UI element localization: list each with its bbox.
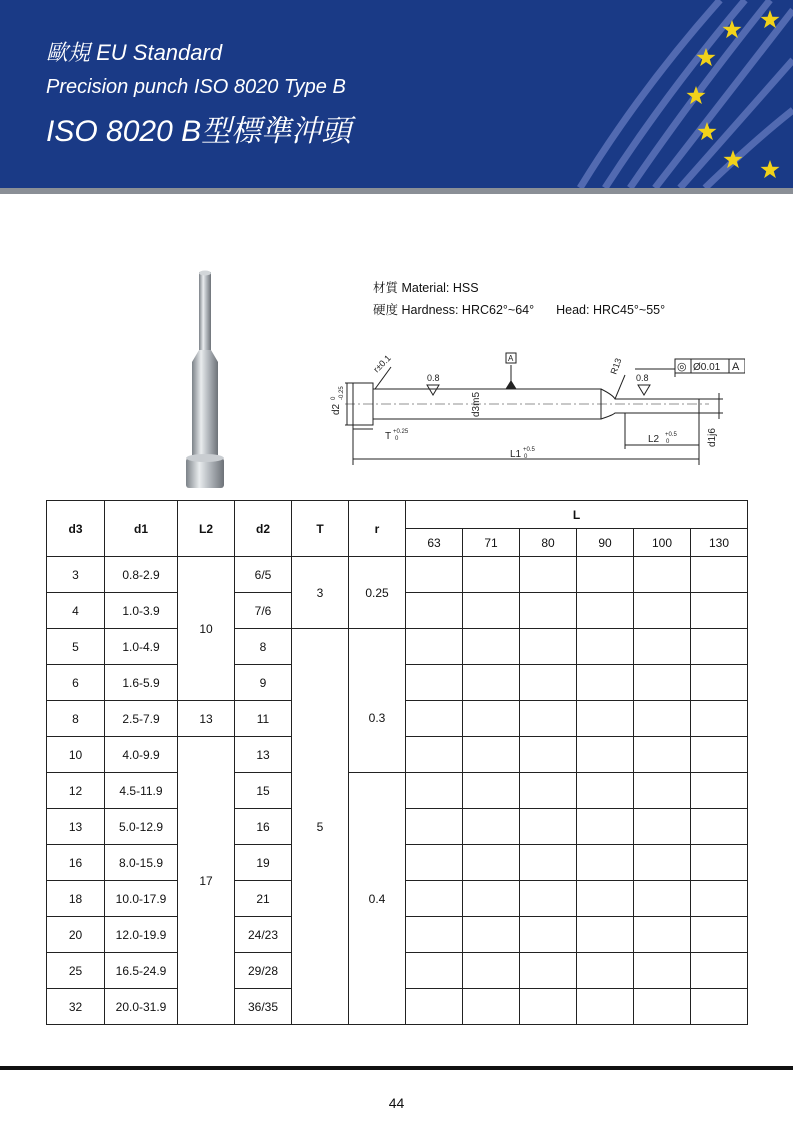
cell-l xyxy=(691,953,748,989)
l-col: 100 xyxy=(634,529,691,557)
head-hardness-text: Head: HRC45°~55° xyxy=(556,303,666,317)
cell-l xyxy=(634,953,691,989)
cell-l xyxy=(577,593,634,629)
cell-l xyxy=(463,845,520,881)
cell-l xyxy=(520,665,577,701)
cell-d2: 9 xyxy=(235,665,292,701)
cell-d2: 13 xyxy=(235,737,292,773)
material-text: 材質 Material: HSS xyxy=(373,281,479,295)
roughness-label-2: 0.8 xyxy=(636,373,649,383)
cell-r-group: 0.25 xyxy=(349,557,406,629)
header-line-1: 歐規 EU Standard xyxy=(46,40,223,65)
cell-l xyxy=(577,701,634,737)
cell-l xyxy=(634,845,691,881)
cell-l xyxy=(520,845,577,881)
table-row xyxy=(47,557,748,593)
l-col: 90 xyxy=(577,529,634,557)
cell-l xyxy=(520,989,577,1025)
page-number: 44 xyxy=(388,1095,405,1111)
cell-l xyxy=(691,737,748,773)
cell-d3: 5 xyxy=(47,629,105,665)
cell-l xyxy=(463,629,520,665)
cell-l xyxy=(634,629,691,665)
cell-d3: 16 xyxy=(47,845,105,881)
cell-l xyxy=(463,701,520,737)
cell-l xyxy=(520,557,577,593)
cell-l xyxy=(463,917,520,953)
cell-r-group: 0.4 xyxy=(349,773,406,1025)
cell-l xyxy=(520,701,577,737)
l-col: 71 xyxy=(463,529,520,557)
cell-l xyxy=(520,881,577,917)
cell-l xyxy=(634,557,691,593)
cell-d1: 1.6-5.9 xyxy=(105,665,178,701)
cell-d2: 21 xyxy=(235,881,292,917)
cell-l xyxy=(577,737,634,773)
cell-l xyxy=(520,773,577,809)
cell-l xyxy=(463,809,520,845)
cell-d2: 24/23 xyxy=(235,917,292,953)
d2-label: d2 xyxy=(331,403,342,415)
cell-d3: 12 xyxy=(47,773,105,809)
cell-l xyxy=(406,953,463,989)
cell-d3: 8 xyxy=(47,701,105,737)
cell-l xyxy=(691,665,748,701)
cell-l xyxy=(520,809,577,845)
cell-l xyxy=(691,593,748,629)
l-col: 80 xyxy=(520,529,577,557)
cell-l xyxy=(463,665,520,701)
cell-l xyxy=(691,701,748,737)
cell-l xyxy=(520,917,577,953)
header-l: L xyxy=(406,501,748,529)
cell-l xyxy=(463,557,520,593)
l2-tol-lower: 0 xyxy=(666,439,670,445)
header-d3: d3 xyxy=(47,501,105,557)
cell-l xyxy=(406,917,463,953)
cell-l xyxy=(577,917,634,953)
cell-l xyxy=(577,665,634,701)
cell-l xyxy=(406,629,463,665)
cell-d2: 16 xyxy=(235,809,292,845)
header-t: T xyxy=(292,501,349,557)
cell-l xyxy=(634,809,691,845)
punch-photo xyxy=(178,268,238,498)
star-icon xyxy=(761,160,780,178)
cell-d3: 6 xyxy=(47,665,105,701)
cell-l xyxy=(634,593,691,629)
cell-l xyxy=(634,989,691,1025)
cell-d1: 5.0-12.9 xyxy=(105,809,178,845)
cell-d3: 13 xyxy=(47,809,105,845)
cell-l xyxy=(691,629,748,665)
cell-l xyxy=(406,845,463,881)
l-col: 63 xyxy=(406,529,463,557)
cell-t-group: 3 xyxy=(292,557,349,629)
cell-d1: 10.0-17.9 xyxy=(105,881,178,917)
cell-l xyxy=(520,737,577,773)
cell-d2: 7/6 xyxy=(235,593,292,629)
cell-t-group: 5 xyxy=(292,629,349,1025)
cell-l xyxy=(406,773,463,809)
t-tol-upper: +0.25 xyxy=(393,429,409,435)
cell-d3: 32 xyxy=(47,989,105,1025)
cell-l xyxy=(520,953,577,989)
cell-d1: 4.5-11.9 xyxy=(105,773,178,809)
cell-l xyxy=(406,809,463,845)
l2-tol-upper: +0.5 xyxy=(665,432,677,438)
cell-d1: 12.0-19.9 xyxy=(105,917,178,953)
hardness-text: 硬度 Hardness: HRC62°~64° xyxy=(373,303,535,317)
cell-l xyxy=(406,701,463,737)
cell-d1: 20.0-31.9 xyxy=(105,989,178,1025)
d2-tol-upper: 0 xyxy=(331,396,337,400)
cell-d2: 8 xyxy=(235,629,292,665)
d3-label: d3m5 xyxy=(471,391,482,417)
cell-d3: 18 xyxy=(47,881,105,917)
cell-d2: 11 xyxy=(235,701,292,737)
cell-l xyxy=(634,665,691,701)
cell-d1: 2.5-7.9 xyxy=(105,701,178,737)
header-d1: d1 xyxy=(105,501,178,557)
header-title: ISO 8020 B型標準沖頭 xyxy=(46,115,352,148)
cell-l xyxy=(463,989,520,1025)
header-line-2: Precision punch ISO 8020 Type B xyxy=(46,76,346,98)
cell-d3: 3 xyxy=(47,557,105,593)
t-tol-lower: 0 xyxy=(395,436,399,442)
l1-tol-lower: 0 xyxy=(524,454,528,460)
cell-l xyxy=(406,593,463,629)
footer-rule xyxy=(0,1066,793,1070)
l1-tol-upper: +0.5 xyxy=(523,447,535,453)
concentricity-icon: ◎ xyxy=(677,361,687,373)
cell-d2: 15 xyxy=(235,773,292,809)
cell-l2-group: 13 xyxy=(178,701,235,737)
cell-d3: 25 xyxy=(47,953,105,989)
header-r: r xyxy=(349,501,406,557)
cell-l xyxy=(463,773,520,809)
cell-d3: 10 xyxy=(47,737,105,773)
cell-d1: 8.0-15.9 xyxy=(105,845,178,881)
cell-l xyxy=(577,557,634,593)
cell-d1: 4.0-9.9 xyxy=(105,737,178,773)
cell-l xyxy=(463,593,520,629)
cell-l xyxy=(463,881,520,917)
table-row xyxy=(47,629,748,665)
cell-l xyxy=(691,845,748,881)
cell-l xyxy=(577,989,634,1025)
header-stripe xyxy=(0,188,793,194)
r-tolerance-label: r±0.1 xyxy=(371,352,393,375)
technical-drawing xyxy=(325,345,745,475)
cell-l xyxy=(406,557,463,593)
header-d2: d2 xyxy=(235,501,292,557)
header-row xyxy=(47,501,748,529)
cell-d1: 1.0-3.9 xyxy=(105,593,178,629)
cell-l xyxy=(406,989,463,1025)
table-row xyxy=(47,773,748,809)
cell-l xyxy=(463,737,520,773)
d2-tol-lower: -0.25 xyxy=(339,386,345,400)
cell-l xyxy=(691,989,748,1025)
cell-l xyxy=(634,917,691,953)
cell-l xyxy=(577,953,634,989)
cell-l xyxy=(634,881,691,917)
cell-l xyxy=(577,881,634,917)
concentricity-value: Ø0.01 xyxy=(693,362,721,373)
spec-table xyxy=(46,500,748,1025)
cell-l xyxy=(520,593,577,629)
t-label: T xyxy=(385,431,392,442)
cell-l xyxy=(577,845,634,881)
cell-l xyxy=(406,665,463,701)
cell-l2-group: 10 xyxy=(178,557,235,701)
cell-l xyxy=(691,809,748,845)
cell-l xyxy=(691,917,748,953)
cell-l xyxy=(463,953,520,989)
cell-d1: 1.0-4.9 xyxy=(105,629,178,665)
l1-label: L1 xyxy=(510,449,522,460)
d1-label: d1j6 xyxy=(707,428,718,447)
cell-l xyxy=(691,773,748,809)
cell-l xyxy=(577,629,634,665)
roughness-label-1: 0.8 xyxy=(427,373,440,383)
cell-l xyxy=(691,557,748,593)
cell-d2: 36/35 xyxy=(235,989,292,1025)
cell-l xyxy=(691,881,748,917)
cell-d3: 20 xyxy=(47,917,105,953)
cell-l xyxy=(520,629,577,665)
cell-r-group: 0.3 xyxy=(349,665,406,773)
cell-l xyxy=(406,881,463,917)
cell-l2-group: 17 xyxy=(178,737,235,1025)
table-row xyxy=(47,665,748,701)
header-l2: L2 xyxy=(178,501,235,557)
datum-label: A xyxy=(508,354,514,363)
cell-l xyxy=(406,737,463,773)
cell-d2: 29/28 xyxy=(235,953,292,989)
cell-d3: 4 xyxy=(47,593,105,629)
cell-r-empty xyxy=(349,629,406,665)
concentricity-datum: A xyxy=(732,361,740,373)
l2-label: L2 xyxy=(648,434,660,445)
cell-l xyxy=(634,773,691,809)
cell-d2: 19 xyxy=(235,845,292,881)
cell-d1: 16.5-24.9 xyxy=(105,953,178,989)
header-banner xyxy=(0,0,793,188)
r13-label: R13 xyxy=(608,356,624,376)
hardness-row xyxy=(373,300,665,318)
cell-l xyxy=(634,737,691,773)
l-col: 130 xyxy=(691,529,748,557)
cell-d2: 6/5 xyxy=(235,557,292,593)
cell-l xyxy=(577,809,634,845)
cell-d1: 0.8-2.9 xyxy=(105,557,178,593)
cell-l xyxy=(577,773,634,809)
cell-l xyxy=(634,701,691,737)
